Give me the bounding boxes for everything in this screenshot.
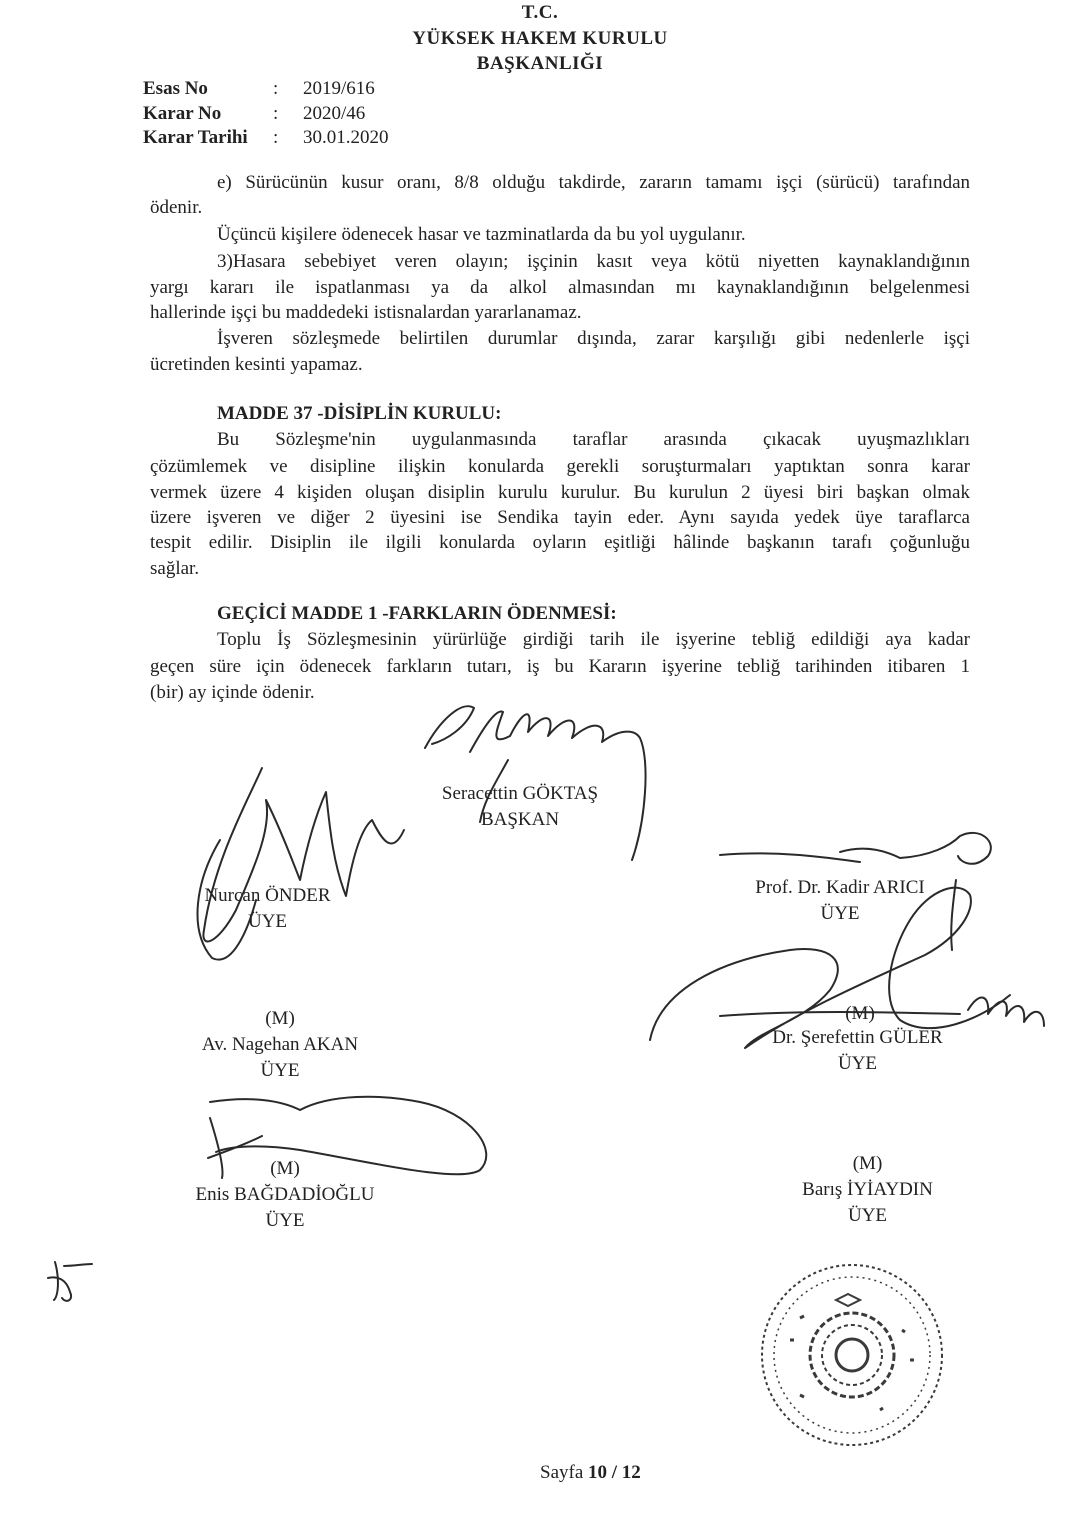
member3-mark: (M)	[265, 1008, 295, 1029]
president-role: BAŞKAN	[480, 809, 560, 830]
member6-mark: (M)	[852, 1153, 883, 1174]
member2-role: ÜYE	[820, 903, 860, 924]
member4-block	[745, 1025, 970, 1077]
body-line: ödenir.	[150, 197, 203, 218]
meta-sep: :	[273, 127, 279, 148]
member6-role: ÜYE	[847, 1205, 888, 1226]
member1-name: Nurcan ÖNDER	[204, 885, 331, 906]
body-line: ücretinden kesinti yapamaz.	[150, 354, 363, 375]
body-line: Üçüncü kişilere ödenecek hasar ve tazminatlarda da bu yol uygulanır.	[217, 224, 746, 245]
member6-block	[770, 1151, 965, 1229]
page-prefix: Sayfa	[540, 1462, 584, 1483]
body-line: İşveren sözleşmede belirtilen durumlar dışında, zarar karşılığı gibi nedenlerle işçi	[217, 328, 970, 349]
madde-37-line: vermek üzere 4 kişiden oluşan disiplin kurulu kurulur. Bu kurulun 2 üyesi biri başkan olmak	[150, 482, 970, 503]
madde-37-line: tespit edilir. Disiplin ile ilgili konularda oyların eşitliği hâlinde başkanın tarafı çoğunluğu	[150, 532, 970, 553]
member3-role: ÜYE	[260, 1060, 300, 1081]
madde-37-line: çözümlemek ve disipline ilişkin konularda gerekli soruşturmaları yaptıktan sonra karar	[150, 456, 970, 477]
department-title: BAŞKANLIĞI	[476, 53, 604, 74]
member2-name: Prof. Dr. Kadir ARICI	[755, 877, 925, 898]
madde-37-title: MADDE 37 -DİSİPLİN KURULU:	[217, 403, 502, 424]
member3-block	[180, 1006, 380, 1084]
member5-block	[180, 1156, 390, 1234]
meta-sep: :	[273, 78, 279, 99]
meta-sep: :	[273, 103, 279, 124]
member1-block	[185, 883, 350, 935]
member4-role: ÜYE	[837, 1053, 878, 1074]
meta-value: 30.01.2020	[303, 127, 389, 148]
member2-signature	[720, 833, 991, 864]
meta-label: Esas No	[143, 78, 208, 99]
member5-role: ÜYE	[265, 1210, 305, 1231]
member5-mark: (M)	[270, 1158, 300, 1179]
header-tc: T.C.	[521, 2, 559, 23]
member4-name: Dr. Şerefettin GÜLER	[772, 1027, 943, 1048]
madde-37-line: sağlar.	[150, 558, 200, 579]
president-name: Seracettin GÖKTAŞ	[441, 783, 599, 804]
gecici-madde-line: (bir) ay içinde ödenir.	[150, 682, 315, 703]
member2-block	[730, 875, 950, 927]
meta-value: 2020/46	[303, 103, 366, 124]
meta-label: Karar Tarihi	[143, 127, 248, 148]
institution-title: YÜKSEK HAKEM KURULU	[412, 28, 668, 49]
official-seal	[762, 1265, 942, 1445]
gecici-madde-line: geçen süre için ödenecek farkların tutarı, iş bu Kararın işyerine tebliğ tarihinden itibaren 1	[150, 656, 970, 677]
page-number: 10 / 12	[588, 1462, 641, 1483]
body-line: yargı kararı ile ispatlanması ya da alkol almasından mı kaynaklandığının belgelenmesi	[150, 277, 970, 298]
member5-name: Enis BAĞDADİOĞLU	[195, 1184, 375, 1205]
body-line: e) Sürücünün kusur oranı, 8/8 olduğu takdirde, zararın tamamı işçi (sürücü) tarafından	[217, 172, 970, 193]
member4-mark: (M)	[845, 1003, 875, 1024]
body-line: hallerinde işçi bu maddedeki istisnalardan yararlanamaz.	[150, 302, 582, 323]
gecici-madde-line: Toplu İş Sözleşmesinin yürürlüğe girdiği tarih ile işyerine tebliğ edildiği aya kadar	[217, 629, 970, 650]
page-footer	[540, 1462, 641, 1484]
meta-label: Karar No	[143, 103, 222, 124]
meta-value: 2019/616	[303, 78, 375, 99]
madde-37-line: üzere işveren ve diğer 2 üyesini ise Sendika tayin eder. Aynı sayıda yedek üye taraflarca	[150, 507, 970, 528]
president-block	[420, 781, 620, 833]
member1-role: ÜYE	[247, 911, 288, 932]
body-line: 3)Hasara sebebiyet veren olayın; işçinin kasıt veya kötü niyetten kaynaklandığının	[217, 251, 970, 272]
madde-37-line: Bu Sözleşme'nin uygulanmasında taraflar arasında çıkacak uyuşmazlıkları	[217, 429, 970, 450]
member3-name: Av. Nagehan AKAN	[201, 1034, 359, 1055]
member2-signature-tail	[951, 880, 956, 950]
initials-mark	[48, 1262, 92, 1301]
gecici-madde-title: GEÇİCİ MADDE 1 -FARKLARIN ÖDENMESİ:	[217, 603, 617, 624]
member6-name: Barış İYİAYDIN	[802, 1179, 933, 1200]
